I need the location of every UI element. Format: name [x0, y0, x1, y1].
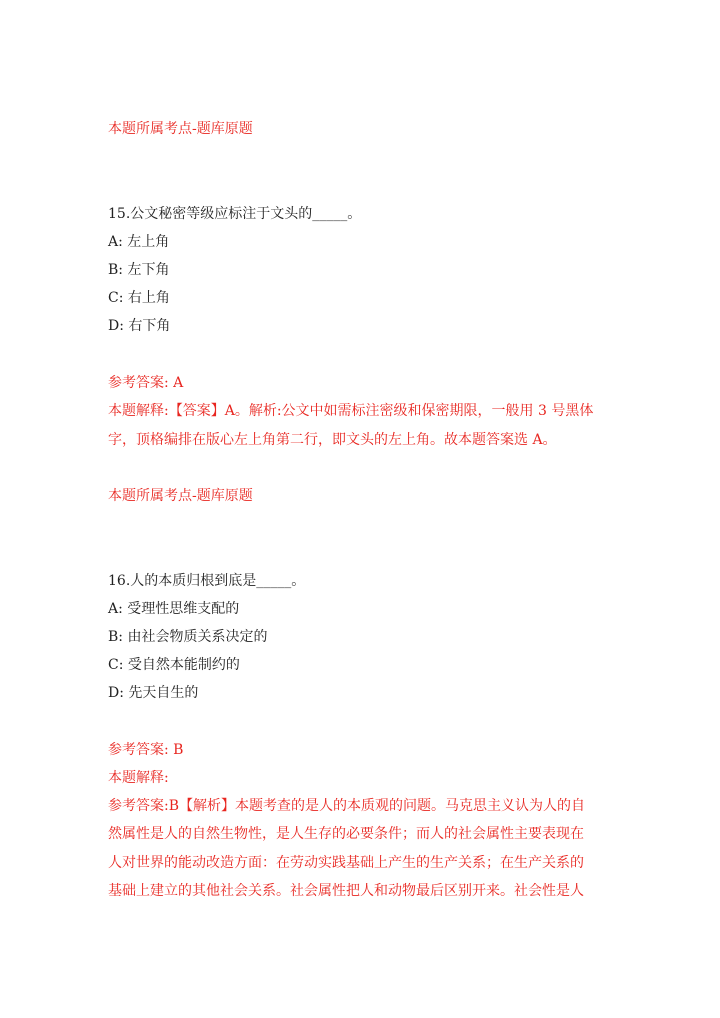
- q16-option-a: A: 受理性思维支配的: [108, 601, 240, 617]
- q15-question: 15.公文秘密等级应标注于文头的_____。: [108, 206, 362, 222]
- q15-option-d: D: 右下角: [108, 318, 171, 334]
- q16-answer: 参考答案: B: [108, 742, 184, 758]
- q15-explanation-line-2: 字，顶格编排在版心左上角第二行，即文头的左上角。故本题答案选 A。: [108, 432, 557, 448]
- q16-explanation-line-3: 人对世界的能动改造方面：在劳动实践基础上产生的生产关系；在生产关系的: [108, 855, 584, 871]
- q16-option-d: D: 先天自生的: [108, 685, 199, 701]
- q16-explanation-line-4: 基础上建立的其他社会关系。社会属性把人和动物最后区别开来。社会性是人: [108, 883, 584, 899]
- q16-option-c: C: 受自然本能制约的: [108, 657, 240, 673]
- q16-explanation-line-2: 然属性是人的自然生物性，是人生存的必要条件；而人的社会属性主要表现在: [108, 826, 584, 842]
- q15-explanation-line-1: 本题解释:【答案】A。解析:公文中如需标注密级和保密期限，一般用 3 号黑体: [108, 403, 594, 419]
- q16-option-b: B: 由社会物质关系决定的: [108, 629, 268, 645]
- q15-option-c: C: 右上角: [108, 290, 170, 306]
- q15-section-tag: 本题所属考点-题库原题: [108, 488, 253, 504]
- q16-question: 16.人的本质归根到底是_____。: [108, 573, 306, 589]
- q15-option-a: A: 左上角: [108, 234, 170, 250]
- q15-answer: 参考答案: A: [108, 375, 184, 391]
- q16-explanation-label: 本题解释:: [108, 770, 169, 786]
- q16-explanation-line-1: 参考答案:B【解析】本题考查的是人的本质观的问题。马克思主义认为人的自: [108, 798, 586, 814]
- q15-option-b: B: 左下角: [108, 262, 170, 278]
- section-tag-top: 本题所属考点-题库原题: [108, 121, 253, 137]
